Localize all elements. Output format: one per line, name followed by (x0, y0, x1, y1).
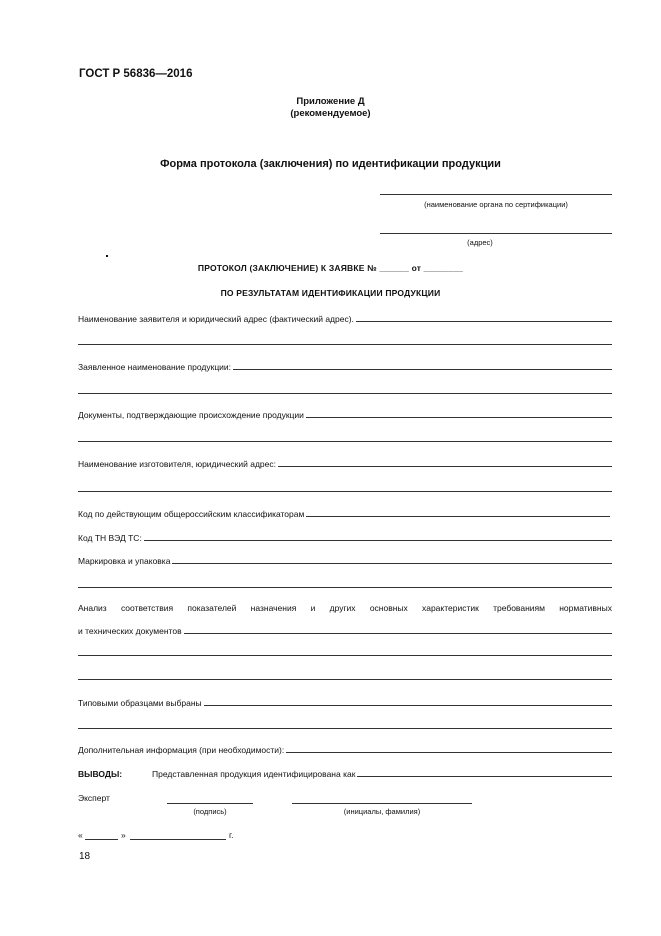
date-year-suffix: г. (229, 830, 234, 840)
conclusions-text: Представленная продукция идентифицирована как (152, 769, 356, 779)
product-name-label: Заявленное наименование продукции: (78, 362, 232, 372)
expert-label: Эксперт (78, 793, 110, 803)
authority-address-caption: (адрес) (467, 238, 493, 247)
date-month-line[interactable] (130, 839, 226, 840)
protocol-subheading: ПО РЕЗУЛЬТАТАМ ИДЕНТИФИКАЦИИ ПРОДУКЦИИ (220, 288, 441, 298)
analysis-label-line2: и технических документов (78, 626, 182, 636)
product-name-input-line[interactable] (233, 369, 612, 370)
authority-name-line[interactable] (380, 194, 612, 195)
protocol-heading: ПРОТОКОЛ (ЗАКЛЮЧЕНИЕ) К ЗАЯВКЕ № ______ от ________ (197, 263, 464, 273)
origin-documents-field[interactable] (78, 408, 612, 420)
additional-info-input-line[interactable] (286, 752, 612, 753)
expert-name-caption: (инициалы, фамилия) (343, 807, 421, 816)
authority-address-line[interactable] (380, 233, 612, 234)
appendix-title: Приложение Д (296, 96, 365, 107)
classifier-code-input-line[interactable] (306, 516, 610, 517)
authority-name-caption: (наименование органа по сертификации) (424, 200, 568, 209)
stray-dot (106, 255, 108, 257)
signature-line[interactable] (167, 803, 253, 804)
marking-label: Маркировка и упаковка (78, 556, 171, 566)
tn-ved-code-label: Код ТН ВЭД ТС: (78, 533, 142, 543)
origin-documents-input-line[interactable] (306, 417, 612, 418)
samples-label: Типовыми образцами выбраны (78, 698, 202, 708)
additional-info-field[interactable] (78, 743, 612, 755)
applicant-field[interactable] (78, 312, 612, 324)
conclusions-label: ВЫВОДЫ: (78, 769, 123, 779)
origin-documents-extra-line[interactable] (78, 441, 612, 442)
conclusions-field[interactable] (78, 767, 612, 779)
applicant-extra-line[interactable] (78, 344, 612, 345)
analysis-input-line[interactable] (184, 633, 612, 634)
appendix-note: (рекомендуемое) (290, 108, 371, 119)
page-number: 18 (79, 851, 91, 862)
product-name-field[interactable] (78, 360, 612, 372)
signature-caption: (подпись) (193, 807, 227, 816)
date-close-quote: » (121, 830, 126, 840)
analysis-field[interactable] (78, 624, 612, 636)
additional-info-label: Дополнительная информация (при необходимости): (78, 745, 285, 755)
applicant-input-line[interactable] (356, 321, 612, 322)
conclusions-input-line[interactable] (357, 776, 612, 777)
marking-field[interactable] (78, 554, 612, 566)
manufacturer-label: Наименование изготовителя, юридический адрес: (78, 459, 276, 469)
marking-input-line[interactable] (172, 563, 612, 564)
manufacturer-field[interactable] (78, 457, 612, 469)
manufacturer-input-line[interactable] (278, 466, 612, 467)
analysis-extra-line-1[interactable] (78, 655, 612, 656)
form-title: Форма протокола (заключения) по идентификации продукции (160, 158, 501, 170)
date-open-quote: « (78, 830, 83, 840)
analysis-label-line1: Анализ соответствия показателей назначения и других основных характеристик требованиям нормативных (78, 603, 612, 613)
expert-name-line[interactable] (292, 803, 472, 804)
samples-extra-line[interactable] (78, 728, 612, 729)
date-day-line[interactable] (85, 839, 118, 840)
product-name-extra-line[interactable] (78, 393, 612, 394)
samples-field[interactable] (78, 696, 612, 708)
samples-input-line[interactable] (204, 705, 612, 706)
marking-extra-line[interactable] (78, 587, 612, 588)
tn-ved-code-field[interactable] (78, 531, 612, 543)
tn-ved-code-input-line[interactable] (144, 540, 612, 541)
origin-documents-label: Документы, подтверждающие происхождение продукции (78, 410, 304, 420)
classifier-code-field[interactable] (78, 507, 610, 519)
applicant-label: Наименование заявителя и юридический адрес (фактический адрес). (78, 314, 354, 324)
standard-number: ГОСТ Р 56836—2016 (79, 68, 193, 80)
classifier-code-label: Код по действующим общероссийским классификаторам (78, 509, 305, 519)
manufacturer-extra-line[interactable] (78, 491, 612, 492)
analysis-extra-line-2[interactable] (78, 679, 612, 680)
